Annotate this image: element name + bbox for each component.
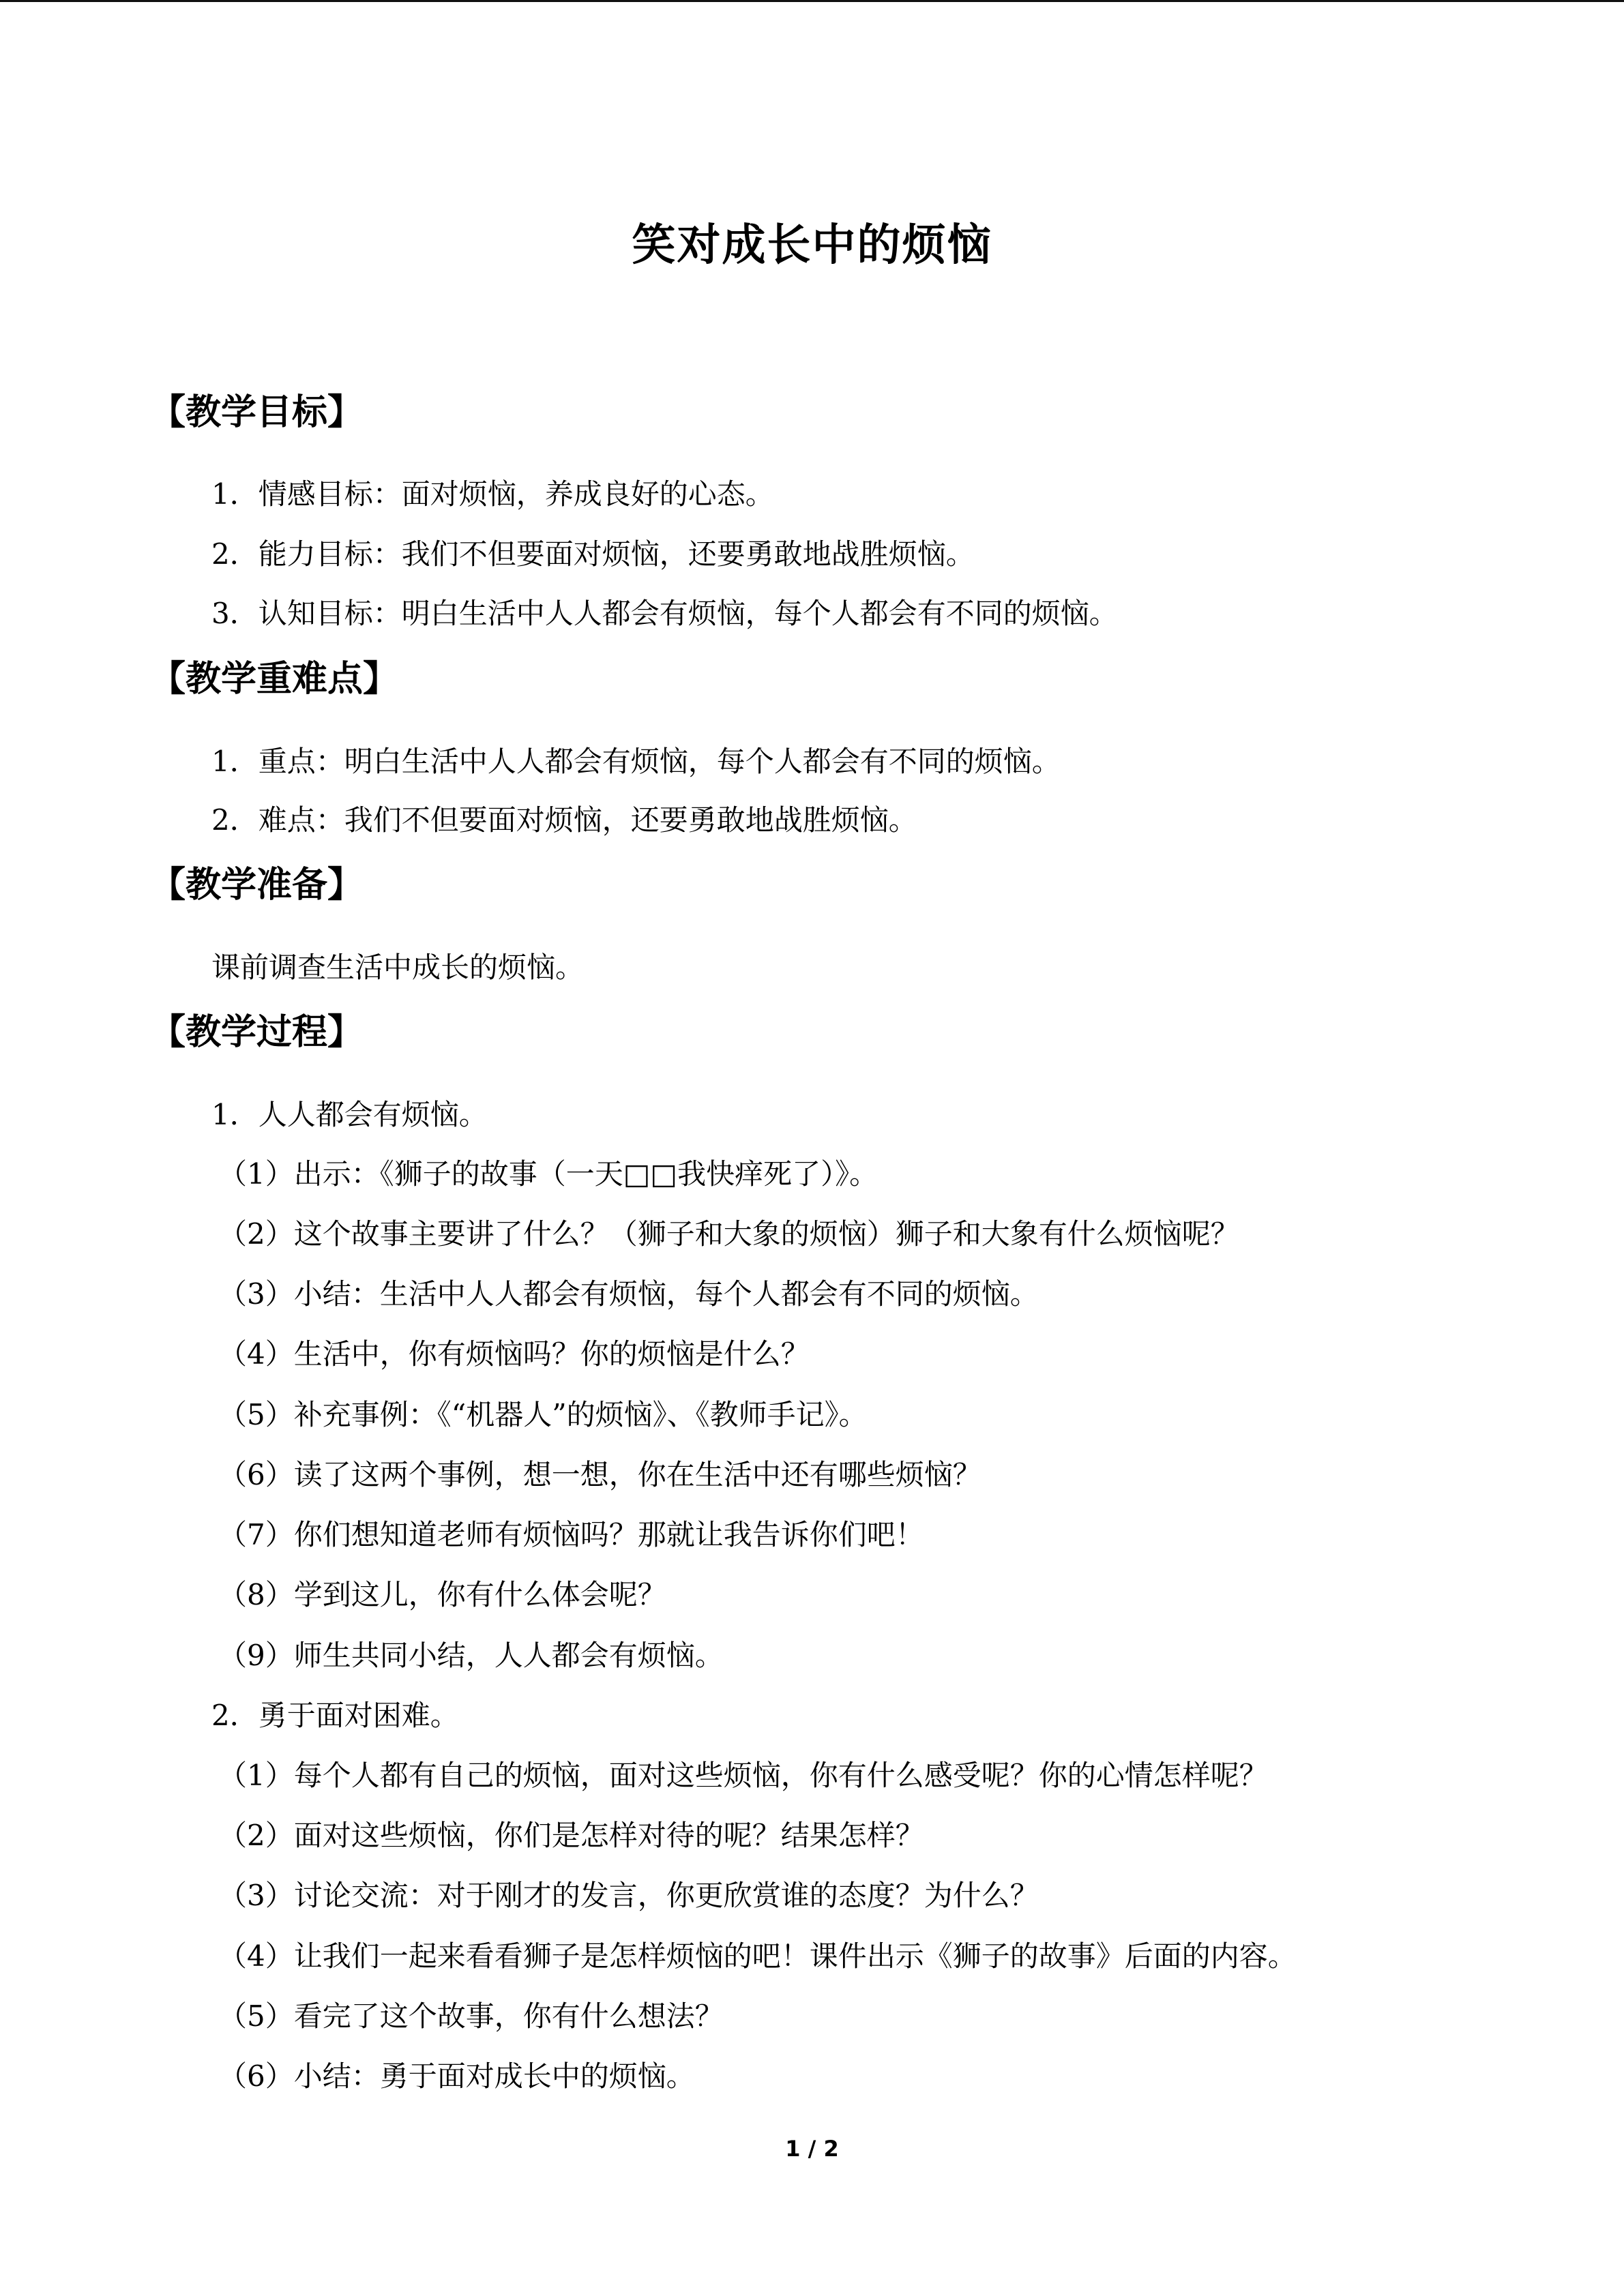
process-step: （2）这个故事主要讲了什么？（狮子和大象的烦恼）狮子和大象有什么烦恼呢？	[218, 1217, 1239, 1251]
process-part-title: 2．勇于面对困难。	[211, 1699, 459, 1732]
key-point-item: 1．重点：明白生活中人人都会有烦恼，每个人都会有不同的烦恼。	[211, 745, 1061, 778]
section-heading-preparation: 【教学准备】	[150, 865, 364, 906]
process-step: （5）补充事例：《“机器人”的烦恼》、《教师手记》。	[218, 1398, 868, 1431]
process-step: （8）学到这儿，你有什么体会呢？	[218, 1578, 666, 1611]
process-step: （3）小结：生活中人人都会有烦恼，每个人都会有不同的烦恼。	[218, 1277, 1039, 1311]
process-step: （1）出示：《狮子的故事（一天□□我快痒死了）》。	[218, 1157, 879, 1191]
goal-item: 3．认知目标：明白生活中人人都会有烦恼，每个人都会有不同的烦恼。	[211, 597, 1118, 630]
goal-item: 2．能力目标：我们不但要面对烦恼，还要勇敢地战胜烦恼。	[211, 537, 975, 571]
section-heading-process: 【教学过程】	[150, 1012, 364, 1053]
section-heading-key-points: 【教学重难点】	[150, 659, 399, 700]
process-step: （5）看完了这个故事，你有什么想法？	[218, 1999, 724, 2033]
process-step: （6）读了这两个事例，想一想，你在生活中还有哪些烦恼？	[218, 1458, 981, 1491]
process-step: （2）面对这些烦恼，你们是怎样对待的呢？结果怎样？	[218, 1819, 924, 1852]
key-point-item: 2．难点：我们不但要面对烦恼，还要勇敢地战胜烦恼。	[211, 803, 917, 837]
page-number: 1 / 2	[785, 2136, 839, 2162]
process-step: （4）让我们一起来看看狮子是怎样烦恼的吧！课件出示《狮子的故事》后面的内容。	[218, 1939, 1297, 1973]
goal-item: 1．情感目标：面对烦恼，养成良好的心态。	[211, 477, 774, 511]
section-heading-goals: 【教学目标】	[150, 392, 364, 433]
process-step: （9）师生共同小结，人人都会有烦恼。	[218, 1639, 724, 1672]
document-title: 笑对成长中的烦恼	[632, 220, 992, 271]
process-step: （3）讨论交流：对于刚才的发言，你更欣赏谁的态度？为什么？	[218, 1879, 1039, 1912]
process-step: （4）生活中，你有烦恼吗？你的烦恼是什么？	[218, 1337, 810, 1371]
process-step: （6）小结：勇于面对成长中的烦恼。	[218, 2059, 695, 2093]
process-step: （1）每个人都有自己的烦恼，面对这些烦恼，你有什么感受呢？你的心情怎样呢？	[218, 1759, 1268, 1792]
preparation-text: 课前调查生活中成长的烦恼。	[211, 951, 585, 984]
process-step: （7）你们想知道老师有烦恼吗？那就让我告诉你们吧！	[218, 1518, 924, 1551]
process-part-title: 1．人人都会有烦恼。	[211, 1098, 488, 1131]
page-top-border	[0, 0, 1624, 2]
